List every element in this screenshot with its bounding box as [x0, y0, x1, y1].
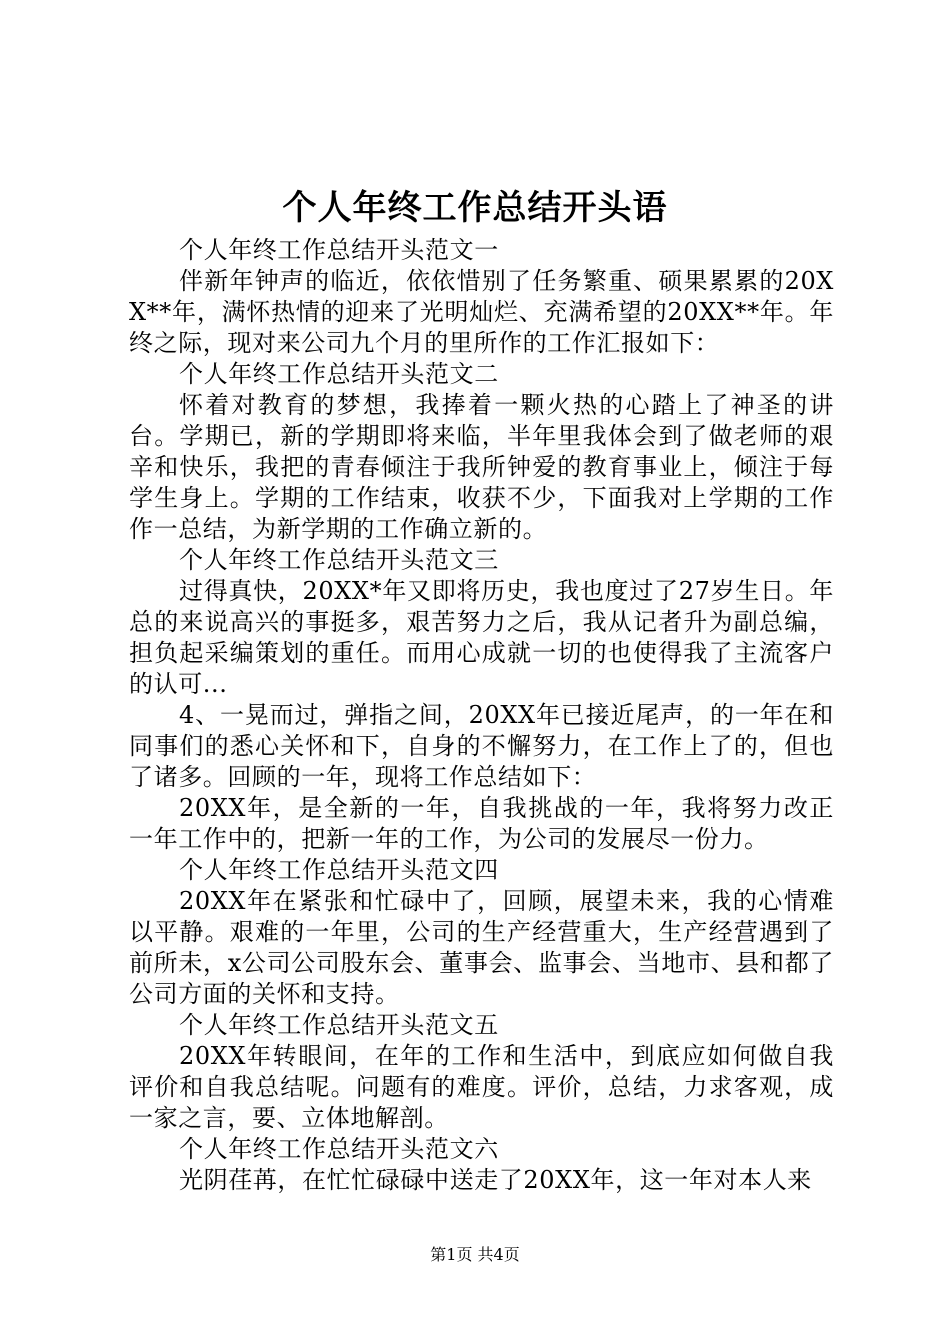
section-heading-6: 个人年终工作总结开头范文六	[179, 1135, 499, 1163]
section-heading-3: 个人年终工作总结开头范文三	[179, 546, 499, 574]
paragraph-3: 过得真快，20XX*年又即将历史，我也度过了27岁生日。年总的来说高兴的事挺多，艰苦努力之后，我从记者升为副总编，担负起采编策划的重任。而用心成就一切的也使得我了主流客户的认可...	[129, 577, 834, 698]
paragraph-1: 伴新年钟声的临近，依依惜别了任务繁重、硕果累累的20XX**年，满怀热情的迎来了光明灿烂、充满希望的20XX**年。年终之际，现对来公司九个月的里所作的工作汇报如下：	[129, 267, 834, 357]
paragraph-6: 20XX年在紧张和忙碌中了，回顾，展望未来，我的心情难以平静。艰难的一年里，公司的生产经营重大，生产经营遇到了前所未，x公司公司股东会、董事会、监事会、当地市、县和都了公司方面的关怀和支持。	[129, 887, 834, 1008]
paragraph-7: 20XX年转眼间，在年的工作和生活中，到底应如何做自我评价和自我总结呢。问题有的难度。评价，总结，力求客观，成一家之言，要、立体地解剖。	[129, 1042, 834, 1132]
section-heading-2: 个人年终工作总结开头范文二	[179, 360, 499, 388]
paragraph-4: 4、一晃而过，弹指之间，20XX年已接近尾声，的一年在和同事们的悉心关怀和下，自身的不懈努力，在工作上了的，但也了诸多。回顾的一年，现将工作总结如下：	[129, 701, 834, 791]
page-number-footer: 第1页 共4页	[430, 1245, 520, 1264]
paragraph-8: 光阴荏苒，在忙忙碌碌中送走了20XX年，这一年对本人来	[179, 1166, 812, 1194]
paragraph-2: 怀着对教育的梦想，我捧着一颗火热的心踏上了神圣的讲台。学期已，新的学期即将来临，半年里我体会到了做老师的艰辛和快乐，我把的青春倾注于我所钟爱的教育事业上，倾注于每学生身上。学期的工作结束，收获不少，下面我对上学期的工作作一总结，为新学期的工作确立新的。	[129, 391, 834, 543]
paragraph-5: 20XX年，是全新的一年，自我挑战的一年，我将努力改正一年工作中的，把新一年的工作，为公司的发展尽一份力。	[129, 794, 834, 853]
section-heading-1: 个人年终工作总结开头范文一	[179, 236, 499, 264]
section-heading-4: 个人年终工作总结开头范文四	[179, 856, 499, 884]
document-body	[129, 235, 834, 1196]
document-title: 个人年终工作总结开头语	[282, 188, 668, 228]
section-heading-5: 个人年终工作总结开头范文五	[179, 1011, 499, 1039]
